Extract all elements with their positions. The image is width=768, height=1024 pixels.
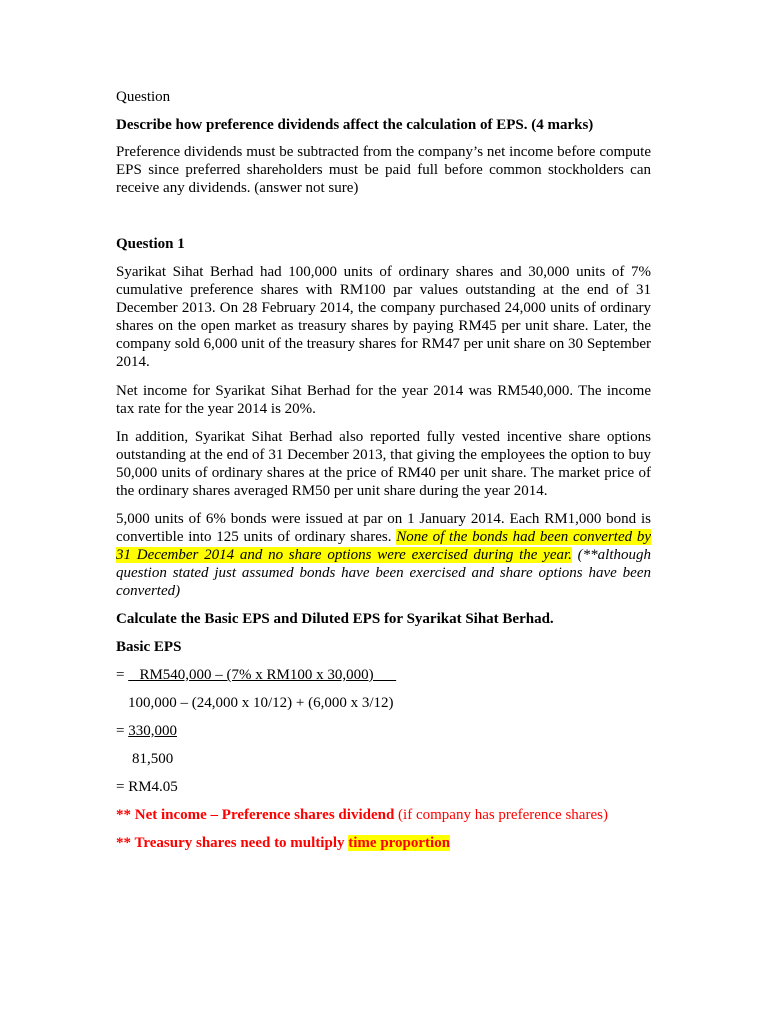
question-1-paragraph-2 xyxy=(116,382,651,418)
equals-sign: = xyxy=(116,723,129,739)
question-1-paragraph-1 xyxy=(116,263,651,371)
paragraph-plain-text: 5,000 units of 6% bonds were issued at par on 1 January 2014. Each RM1,000 bond is convertible into 125 units of ordinary shares. xyxy=(116,511,651,545)
note-2-bold: ** Treasury shares need to multiply xyxy=(116,835,349,851)
question-1-paragraph-3 xyxy=(116,428,651,500)
equals-sign: = xyxy=(116,667,129,683)
basic-eps-equation-1-numerator xyxy=(116,666,396,684)
highlighted-text: None of the bonds had been converted by 31 December 2014 and no share options were exercised during the year. xyxy=(116,529,652,563)
question-label: Question xyxy=(116,89,171,105)
note-1-rest: (if company has preference shares) xyxy=(394,807,608,823)
note-2 xyxy=(116,834,450,852)
paragraph-text: Syarikat Sihat Berhad had 100,000 units of ordinary shares and 30,000 units of 7% cumulative preference shares with RM100 par values outstanding at the end of 31 December 2013. On 28 February 2014, the company purchased 24,000 units of ordinary shares on the open market as treasury shares by paying RM45 per unit share. Later, the company sold 6,000 unit of the treasury shares for RM47 per unit share on 30 September 2014. xyxy=(116,264,651,370)
question-heading: Describe how preference dividends affect the calculation of EPS. (4 marks) xyxy=(116,117,594,133)
basic-eps-equation-1-denominator: 100,000 – (24,000 x 10/12) + (6,000 x 3/12) xyxy=(128,695,394,711)
italic-note: (**although question stated just assumed bonds have been exercised and share options have been converted) xyxy=(116,547,651,599)
task-instruction: Calculate the Basic EPS and Diluted EPS for Syarikat Sihat Berhad. xyxy=(116,611,554,627)
basic-eps-equation-2-numerator xyxy=(116,722,177,740)
numerator-text: RM540,000 – (7% x RM100 x 30,000) xyxy=(128,667,397,683)
note-1-bold: ** Net income – Preference shares dividend xyxy=(116,807,395,823)
basic-eps-title: Basic EPS xyxy=(116,639,182,655)
numerator-text: 330,000 xyxy=(128,723,177,739)
basic-eps-result: = RM4.05 xyxy=(116,779,178,795)
paragraph-text xyxy=(116,510,651,600)
question-1-title: Question 1 xyxy=(116,236,185,252)
paragraph-text: Net income for Syarikat Sihat Berhad for the year 2014 was RM540,000. The income tax rate for the year 2014 is 20%. xyxy=(116,383,651,417)
answer-text: Preference dividends must be subtracted from the company’s net income before compute EPS since preferred shareholders must be paid full before common stockholders can receive any dividends. (answer not sure) xyxy=(116,144,651,196)
question-1-paragraph-4 xyxy=(116,510,651,600)
paragraph-text: In addition, Syarikat Sihat Berhad also reported fully vested incentive share options outstanding at the end of 31 December 2013, that giving the employees the option to buy 50,000 units of ordinary shares at the price of RM40 per unit share. The market price of the ordinary shares averaged RM50 per unit share during the year 2014. xyxy=(116,429,651,499)
note-2-highlight: time proportion xyxy=(348,835,451,851)
basic-eps-equation-2-denominator: 81,500 xyxy=(132,751,174,767)
note-1 xyxy=(116,806,608,824)
question-answer xyxy=(116,143,651,197)
